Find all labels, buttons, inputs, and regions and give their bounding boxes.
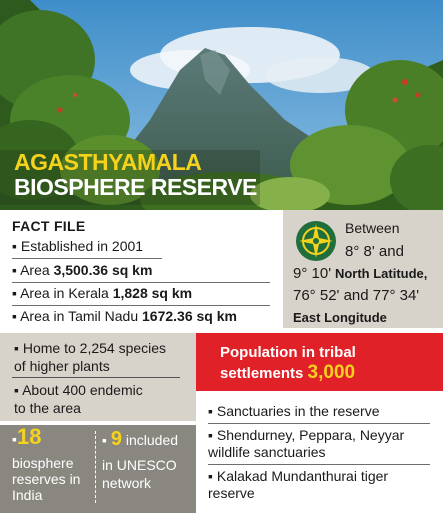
divider bbox=[208, 464, 430, 465]
bio-line-2a: in UNESCO bbox=[102, 457, 177, 473]
species-panel bbox=[0, 333, 196, 421]
compass-icon bbox=[295, 220, 337, 267]
fact-kerala: ▪ Area in Kerala 1,828 sq km bbox=[12, 285, 193, 301]
established-text: Established in 2001 bbox=[20, 238, 144, 254]
bio-included: included bbox=[125, 432, 179, 448]
bio-count-unesco: ▪ 9 included bbox=[102, 428, 179, 450]
mountain-photo bbox=[0, 0, 443, 210]
east-longitude bbox=[293, 309, 387, 325]
population-line-2: settlements bbox=[220, 365, 308, 382]
sanctuary-item-1a: ▪ Shendurney, Peppara, Neyyar bbox=[208, 427, 405, 443]
latitude-panel bbox=[283, 210, 443, 328]
sanctuary-item-1b: wildlife sanctuaries bbox=[208, 444, 326, 460]
sanctuary-item-2a: ▪ Kalakad Mundanthurai tiger bbox=[208, 468, 389, 484]
population-value: 3,000 bbox=[307, 362, 356, 383]
fact-area: ▪ Area 3,500.36 sq km bbox=[12, 262, 153, 278]
sanctuary-text-1a: Shendurney, Peppara, Neyyar bbox=[216, 427, 405, 443]
species-line-4: to the area bbox=[14, 400, 81, 416]
fact-tamilnadu: ▪ Area in Tamil Nadu 1672.36 sq km bbox=[12, 308, 237, 324]
divider bbox=[12, 377, 180, 378]
long-line: 76° 52' and 77° 34' bbox=[293, 287, 420, 304]
kerala-value: 1,828 sq km bbox=[112, 285, 193, 301]
population-text bbox=[220, 343, 356, 384]
divider bbox=[208, 423, 430, 424]
population-panel bbox=[196, 333, 443, 391]
title-line-1: AGASTHYAMALA bbox=[14, 149, 202, 175]
title-block bbox=[14, 150, 257, 200]
species-line-1: ▪ Home to 2,254 species bbox=[14, 340, 167, 356]
divider bbox=[12, 282, 270, 283]
kerala-label: Area in Kerala bbox=[20, 285, 113, 301]
fact-file-heading: FACT FILE bbox=[12, 218, 86, 234]
sanctuary-text-2a: Kalakad Mundanthurai tiger bbox=[216, 468, 389, 484]
fact-established: ▪ Established in 2001 bbox=[12, 238, 144, 254]
fact-file-panel bbox=[0, 210, 283, 328]
population-line-1: Population in tribal bbox=[220, 344, 356, 361]
north-latitude: North Latitude, bbox=[334, 266, 428, 281]
tamilnadu-label: Area in Tamil Nadu bbox=[20, 308, 143, 324]
bio-count-india: ▪18 bbox=[12, 424, 42, 449]
tamilnadu-value: 1672.36 sq km bbox=[142, 308, 237, 324]
lat-line-2 bbox=[293, 265, 427, 282]
species-text-1: Home to 2,254 species bbox=[22, 340, 167, 356]
bio-line-1c: India bbox=[12, 487, 43, 503]
lat-between: Between bbox=[345, 220, 400, 236]
divider bbox=[95, 431, 96, 503]
divider bbox=[12, 305, 270, 306]
lat-line-1: 8° 8' and bbox=[345, 243, 404, 260]
lat-value-2: 9° 10' bbox=[293, 265, 332, 282]
area-label: Area bbox=[20, 262, 54, 278]
species-line-3: ▪ About 400 endemic bbox=[14, 382, 143, 398]
species-text-3: About 400 endemic bbox=[22, 382, 143, 398]
divider bbox=[12, 258, 162, 259]
sanctuaries-panel bbox=[196, 391, 443, 513]
bio-line-2b: network bbox=[102, 475, 152, 491]
bio-line-1b: reserves in bbox=[12, 471, 81, 487]
bio-num-18: 18 bbox=[16, 424, 42, 449]
sanctuary-item-2b: reserve bbox=[208, 485, 255, 501]
area-value: 3,500.36 sq km bbox=[53, 262, 153, 278]
bio-line-1a: biosphere bbox=[12, 455, 74, 471]
bio-num-9: 9 bbox=[110, 428, 122, 450]
species-line-2: of higher plants bbox=[14, 358, 110, 374]
east-longitude-text: East Longitude bbox=[293, 310, 387, 325]
title-line-2: BIOSPHERE RESERVE bbox=[14, 174, 257, 200]
sanctuaries-header: ▪ Sanctuaries in the reserve bbox=[208, 403, 380, 419]
sanctuaries-header-text: Sanctuaries in the reserve bbox=[216, 403, 380, 419]
biosphere-panel bbox=[0, 425, 196, 513]
